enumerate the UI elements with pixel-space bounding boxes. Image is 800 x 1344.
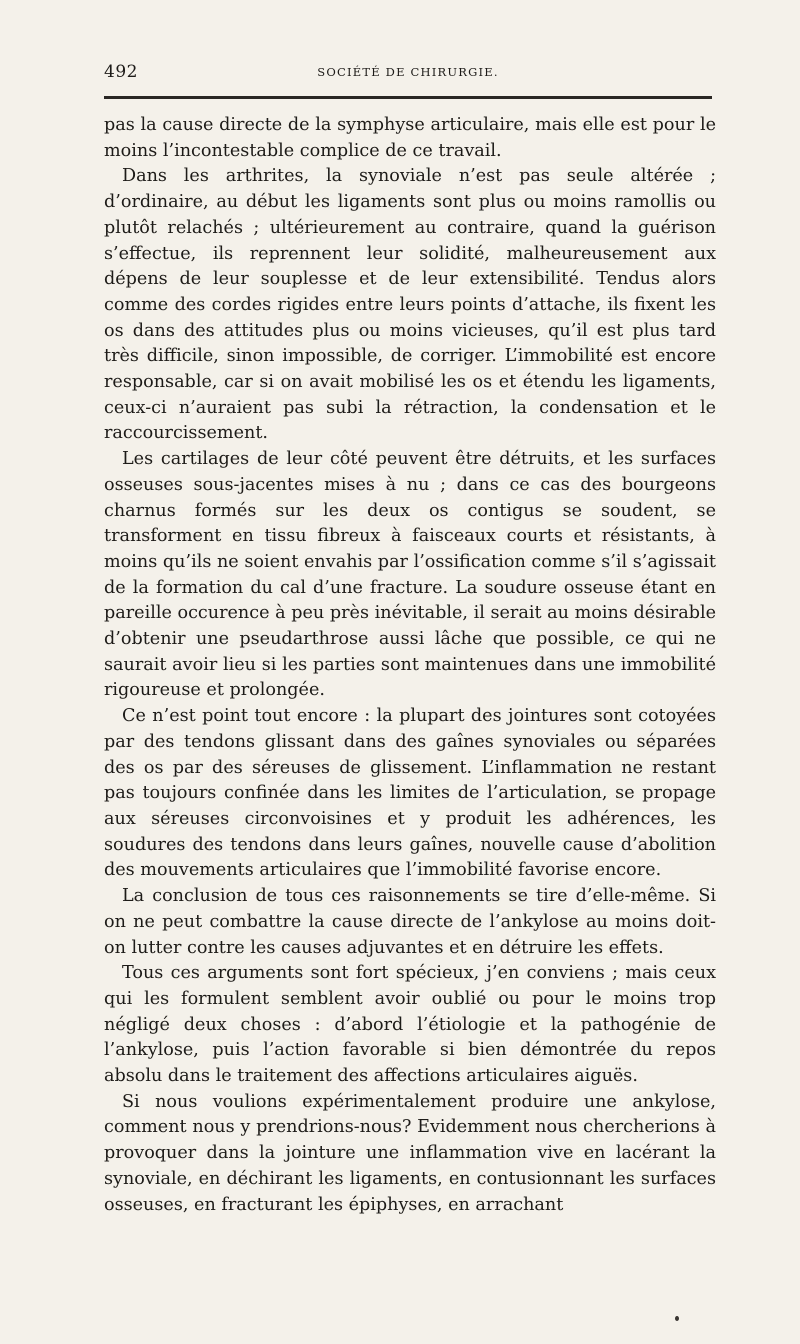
- paragraph: La conclusion de tous ces raisonnements se tire d’elle-même. Si on ne peut combattre la cause directe de l’ankylose au moins doit-on lutter contre les causes adjuvantes et en détruire les effets.: [104, 886, 716, 958]
- paragraph: pas la cause directe de la symphyse articulaire, mais elle est pour le moins l’incontestable complice de ce travail.: [104, 115, 716, 161]
- paragraph: Tous ces arguments sont fort spécieux, j’en conviens ; mais ceux qui les formulent semblent avoir oublié ou pour le moins trop négligé deux choses : d’abord l’étiologie et la pathogénie de l’ankylose, puis l’action favorable si bien démontrée du repos absolu dans le traitement des affections articulaires aiguës.: [104, 963, 716, 1087]
- paragraph: Dans les arthrites, la synoviale n’est pas seule altérée ; d’ordinaire, au début les ligaments sont plus ou moins ramollis ou plutôt relachés ; ultérieurement au contraire, quand la guérison s’effectue, ils reprennent leur solidité, malheureusement aux dépens de leur souplesse et de leur extensibilité. Tendus alors comme des cordes rigides entre leurs points d’attache, ils fixent les os dans des attitudes plus ou moins vicieuses, qu’il est plus tard très difficile, sinon impossible, de corriger. L’immobilité est encore responsable, car si on avait mobilisé les os et étendu les ligaments, ceux-ci n’auraient pas subi la rétraction, la condensation et le raccourcissement.: [104, 166, 716, 444]
- page-number: 492: [104, 62, 138, 82]
- paragraph: Ce n’est point tout encore : la plupart des jointures sont cotoyées par des tendons glissant dans des gaînes synoviales ou séparées des os par des séreuses de glissement. L’inflammation ne restant pas toujours confinée dans les limites de l’articulation, se propage aux séreuses circonvoisines et y produit les adhérences, les soudures des tendons dans leurs gaînes, nouvelle cause d’abolition des mouvements articulaires que l’immobilité favorise encore.: [104, 706, 716, 881]
- paragraph: Si nous voulions expérimentalement produire une ankylose, comment nous y prendrions-nous? Evidemment nous chercherions à provoquer dans la jointure une inflammation vive en lacérant la synoviale, en déchirant les ligaments, en contusionnant les surfaces osseuses, en fracturant les épiphyses, en arrachant: [104, 1091, 716, 1215]
- header-rule: [104, 96, 712, 99]
- body-text: [104, 113, 716, 1218]
- printer-mark: [675, 1316, 679, 1321]
- running-head: SOCIÉTÉ DE CHIRURGIE.: [317, 65, 499, 79]
- page-header: [104, 62, 712, 88]
- paragraph: Les cartilages de leur côté peuvent être détruits, et les surfaces osseuses sous-jacentes mises à nu ; dans ce cas des bourgeons charnus formés sur les deux os contigus se soudent, se transforment en tissu fibreux à faisceaux courts et résistants, à moins qu’ils ne soient envahis par l’ossification comme s’il s’agissait de la formation du cal d’une fracture. La soudure osseuse étant en pareille occurence à peu près inévitable, il serait au moins désirable d’obtenir une pseudarthrose aussi lâche que possible, ce qui ne saurait avoir lieu si les parties sont maintenues dans une immobilité rigoureuse et prolongée.: [104, 449, 716, 701]
